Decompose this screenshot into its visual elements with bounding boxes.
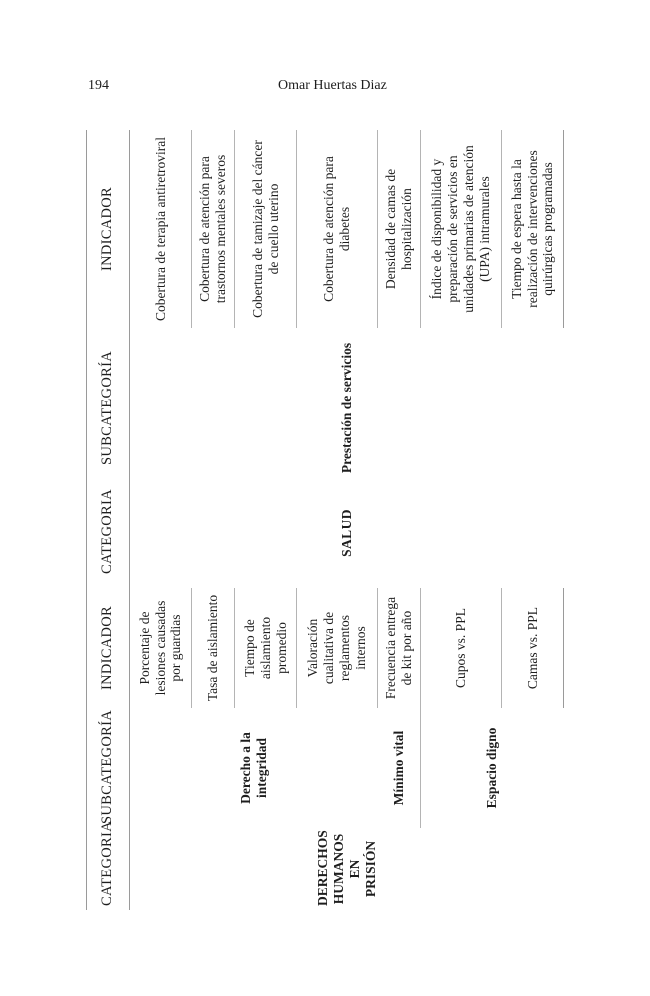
column-header-indicador-2: INDICADOR bbox=[87, 130, 130, 328]
column-header-subcategoria: SUBCATEGORÍA bbox=[87, 708, 130, 828]
category-salud: SALUD bbox=[338, 509, 354, 557]
indicator-upa-intramurales: Índice de disponibilidad y preparación de servicios en unidades primarias de atención (UPA) intramurales bbox=[421, 130, 502, 328]
subcategory-minimo-vital: Mínimo vital bbox=[377, 708, 420, 828]
indicator-camas-hospitalizacion: Densidad de camas de hospitalización bbox=[377, 130, 420, 328]
indicator-cancer-cuello-uterino: Cobertura de tamizaje del cáncer de cuello uterino bbox=[235, 130, 297, 328]
column-header-categoria: CATEGORIA bbox=[87, 828, 130, 910]
page-number: 194 bbox=[88, 78, 109, 93]
table-row bbox=[130, 130, 192, 910]
indicator-cupos-ppl: Cupos vs. PPL bbox=[421, 588, 502, 708]
column-header-indicador: INDICADOR bbox=[87, 588, 130, 708]
indicator-reglamentos-internos: Valoración cualitativa de reglamentos internos bbox=[297, 588, 378, 708]
indicator-tasa-aislamiento: Tasa de aislamiento bbox=[192, 588, 235, 708]
indicator-diabetes: Cobertura de atención para diabetes bbox=[297, 130, 378, 328]
running-head bbox=[0, 78, 650, 98]
subcategory-espacio-digno: Espacio digno bbox=[484, 727, 500, 809]
indicator-terapia-antiretroviral: Cobertura de terapia antiretroviral bbox=[130, 130, 192, 328]
column-header-categoria-2: CATEGORIA bbox=[87, 488, 130, 588]
indicators-table-rotated bbox=[86, 130, 564, 910]
indicators-table bbox=[86, 130, 564, 910]
category-derechos-humanos: DERECHOS HUMANOS EN PRISIÓN bbox=[314, 830, 378, 906]
running-head-author: Omar Huertas Diaz bbox=[278, 78, 387, 93]
indicator-kit-por-ano: Frecuencia entrega de kit por año bbox=[377, 588, 420, 708]
indicator-trastornos-mentales: Cobertura de atención para trastornos mentales severos bbox=[192, 130, 235, 328]
subcategory-prestacion-servicios: Prestación de servicios bbox=[338, 342, 354, 474]
indicator-tiempo-aislamiento: Tiempo de aislamiento promedio bbox=[235, 588, 297, 708]
subcategory-derecho-integridad: Derecho a la integridad bbox=[237, 732, 269, 804]
indicator-lesiones-guardias: Porcentaje de lesiones causadas por guardias bbox=[130, 588, 192, 708]
column-header-subcategoria-2: SUBCATEGORÍA bbox=[87, 328, 130, 488]
indicator-camas-ppl: Camas vs. PPL bbox=[501, 588, 563, 708]
table-header-row bbox=[87, 130, 130, 910]
indicator-tiempo-espera-cirugias: Tiempo de espera hasta la realización de intervenciones quirúrgicas programadas bbox=[501, 130, 563, 328]
